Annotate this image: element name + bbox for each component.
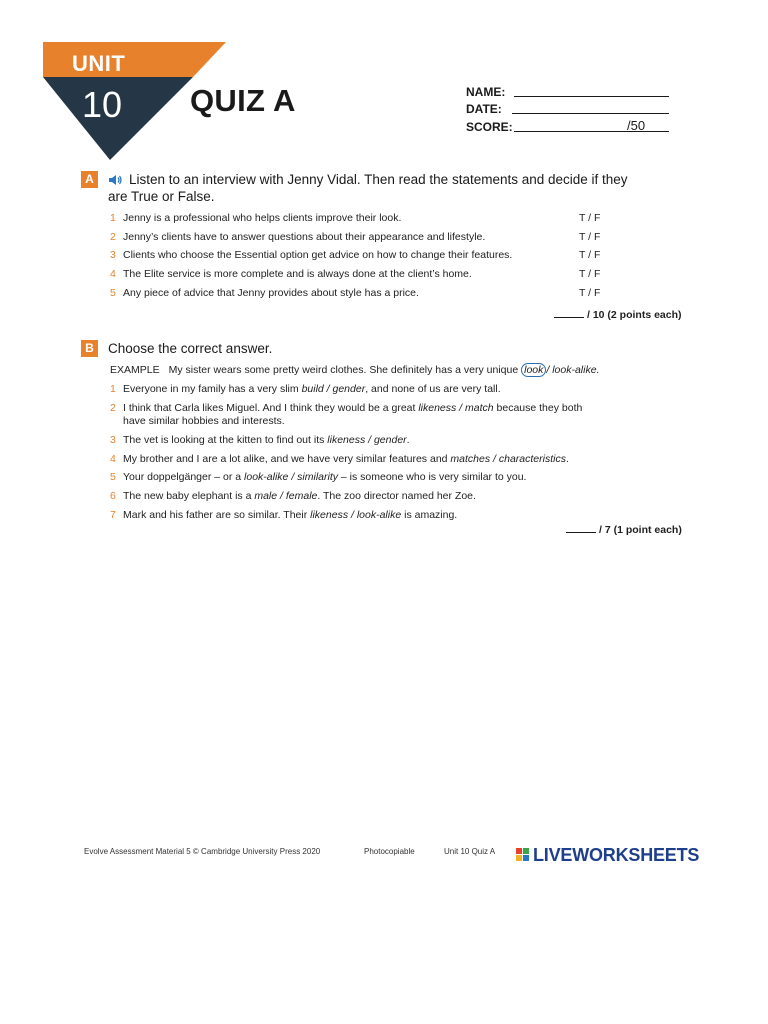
answer-options-7[interactable]: likeness / look-alike — [310, 509, 402, 521]
example-sentence: EXAMPLE My sister wears some pretty weird clothes. She definitely has a very unique look / look-alike. — [110, 364, 600, 376]
true-false-4[interactable]: T / F — [579, 268, 601, 280]
section-a-score-blank[interactable] — [554, 317, 584, 318]
question-a-3: 3 Clients who choose the Essential option get advice on how to change their features. — [110, 249, 513, 261]
liveworksheets-logo-icon — [516, 848, 530, 862]
section-a-instruction-line1: Listen to an interview with Jenny Vidal. Then read the statements and decide if they — [129, 172, 628, 187]
question-b-2: 2 I think that Carla likes Miguel. And I think they would be a great likeness / match because they both — [110, 402, 583, 414]
section-b-instruction: Choose the correct answer. — [108, 341, 273, 356]
answer-options-4[interactable]: matches / characteristics — [450, 453, 566, 465]
true-false-1[interactable]: T / F — [579, 212, 601, 224]
section-a-badge: A — [81, 171, 98, 188]
question-b-4: 4 My brother and I are a lot alike, and we have very similar features and matches / characteristics. — [110, 453, 569, 465]
true-false-5[interactable]: T / F — [579, 287, 601, 299]
score-label: SCORE: — [466, 120, 513, 134]
question-a-4: 4 The Elite service is more complete and is always done at the client’s home. — [110, 268, 472, 280]
question-b-7: 7 Mark and his father are so similar. Their likeness / look-alike is amazing. — [110, 509, 458, 521]
question-a-5: 5 Any piece of advice that Jenny provides about style has a price. — [110, 287, 419, 299]
answer-options-3[interactable]: likeness / gender — [327, 434, 407, 446]
question-b-2-line2: have similar hobbies and interests. — [123, 415, 285, 427]
question-a-1: 1 Jenny is a professional who helps clients improve their look. — [110, 212, 402, 224]
name-label: NAME: — [466, 85, 506, 99]
answer-options-6[interactable]: male / female — [254, 490, 318, 502]
section-b-score-blank[interactable] — [566, 532, 596, 533]
true-false-2[interactable]: T / F — [579, 231, 601, 243]
score-field[interactable] — [514, 131, 669, 132]
question-b-3: 3 The vet is looking at the kitten to find out its likeness / gender. — [110, 434, 410, 446]
section-b-badge: B — [81, 340, 98, 357]
liveworksheets-brand[interactable]: LIVEWORKSHEETS — [533, 845, 700, 865]
quiz-title: QUIZ A — [190, 83, 296, 118]
question-a-2: 2 Jenny’s clients have to answer questions about their appearance and lifestyle. — [110, 231, 486, 243]
footer-unit-quiz: Unit 10 Quiz A — [444, 847, 496, 856]
section-a-instruction-line2: are True or False. — [108, 189, 215, 204]
answer-options-2[interactable]: likeness / match — [418, 402, 494, 414]
section-a-points: / 10 (2 points each) — [554, 309, 682, 321]
footer-copyright: Evolve Assessment Material 5 © Cambridge University Press 2020 — [84, 847, 321, 856]
score-total: /50 — [627, 118, 646, 133]
answer-options-1[interactable]: build / gender — [301, 383, 366, 395]
unit-label: UNIT — [72, 51, 126, 76]
date-field[interactable] — [512, 113, 669, 114]
question-b-6: 6 The new baby elephant is a male / female. The zoo director named her Zoe. — [110, 490, 476, 502]
answer-options-5[interactable]: look-alike / similarity — [244, 471, 338, 483]
date-label: DATE: — [466, 102, 502, 116]
true-false-3[interactable]: T / F — [579, 249, 601, 261]
name-field[interactable] — [514, 96, 669, 97]
unit-number: 10 — [82, 84, 123, 125]
footer-photocopiable: Photocopiable — [364, 847, 415, 856]
section-b-points: / 7 (1 point each) — [566, 524, 682, 536]
circled-answer: look — [521, 363, 546, 377]
speaker-audio-icon[interactable] — [108, 173, 122, 187]
question-b-1: 1 Everyone in my family has a very slim build / gender, and none of us are very tall. — [110, 383, 501, 395]
question-b-5: 5 Your doppelgänger – or a look-alike / similarity – is someone who is very similar to you. — [110, 471, 527, 483]
